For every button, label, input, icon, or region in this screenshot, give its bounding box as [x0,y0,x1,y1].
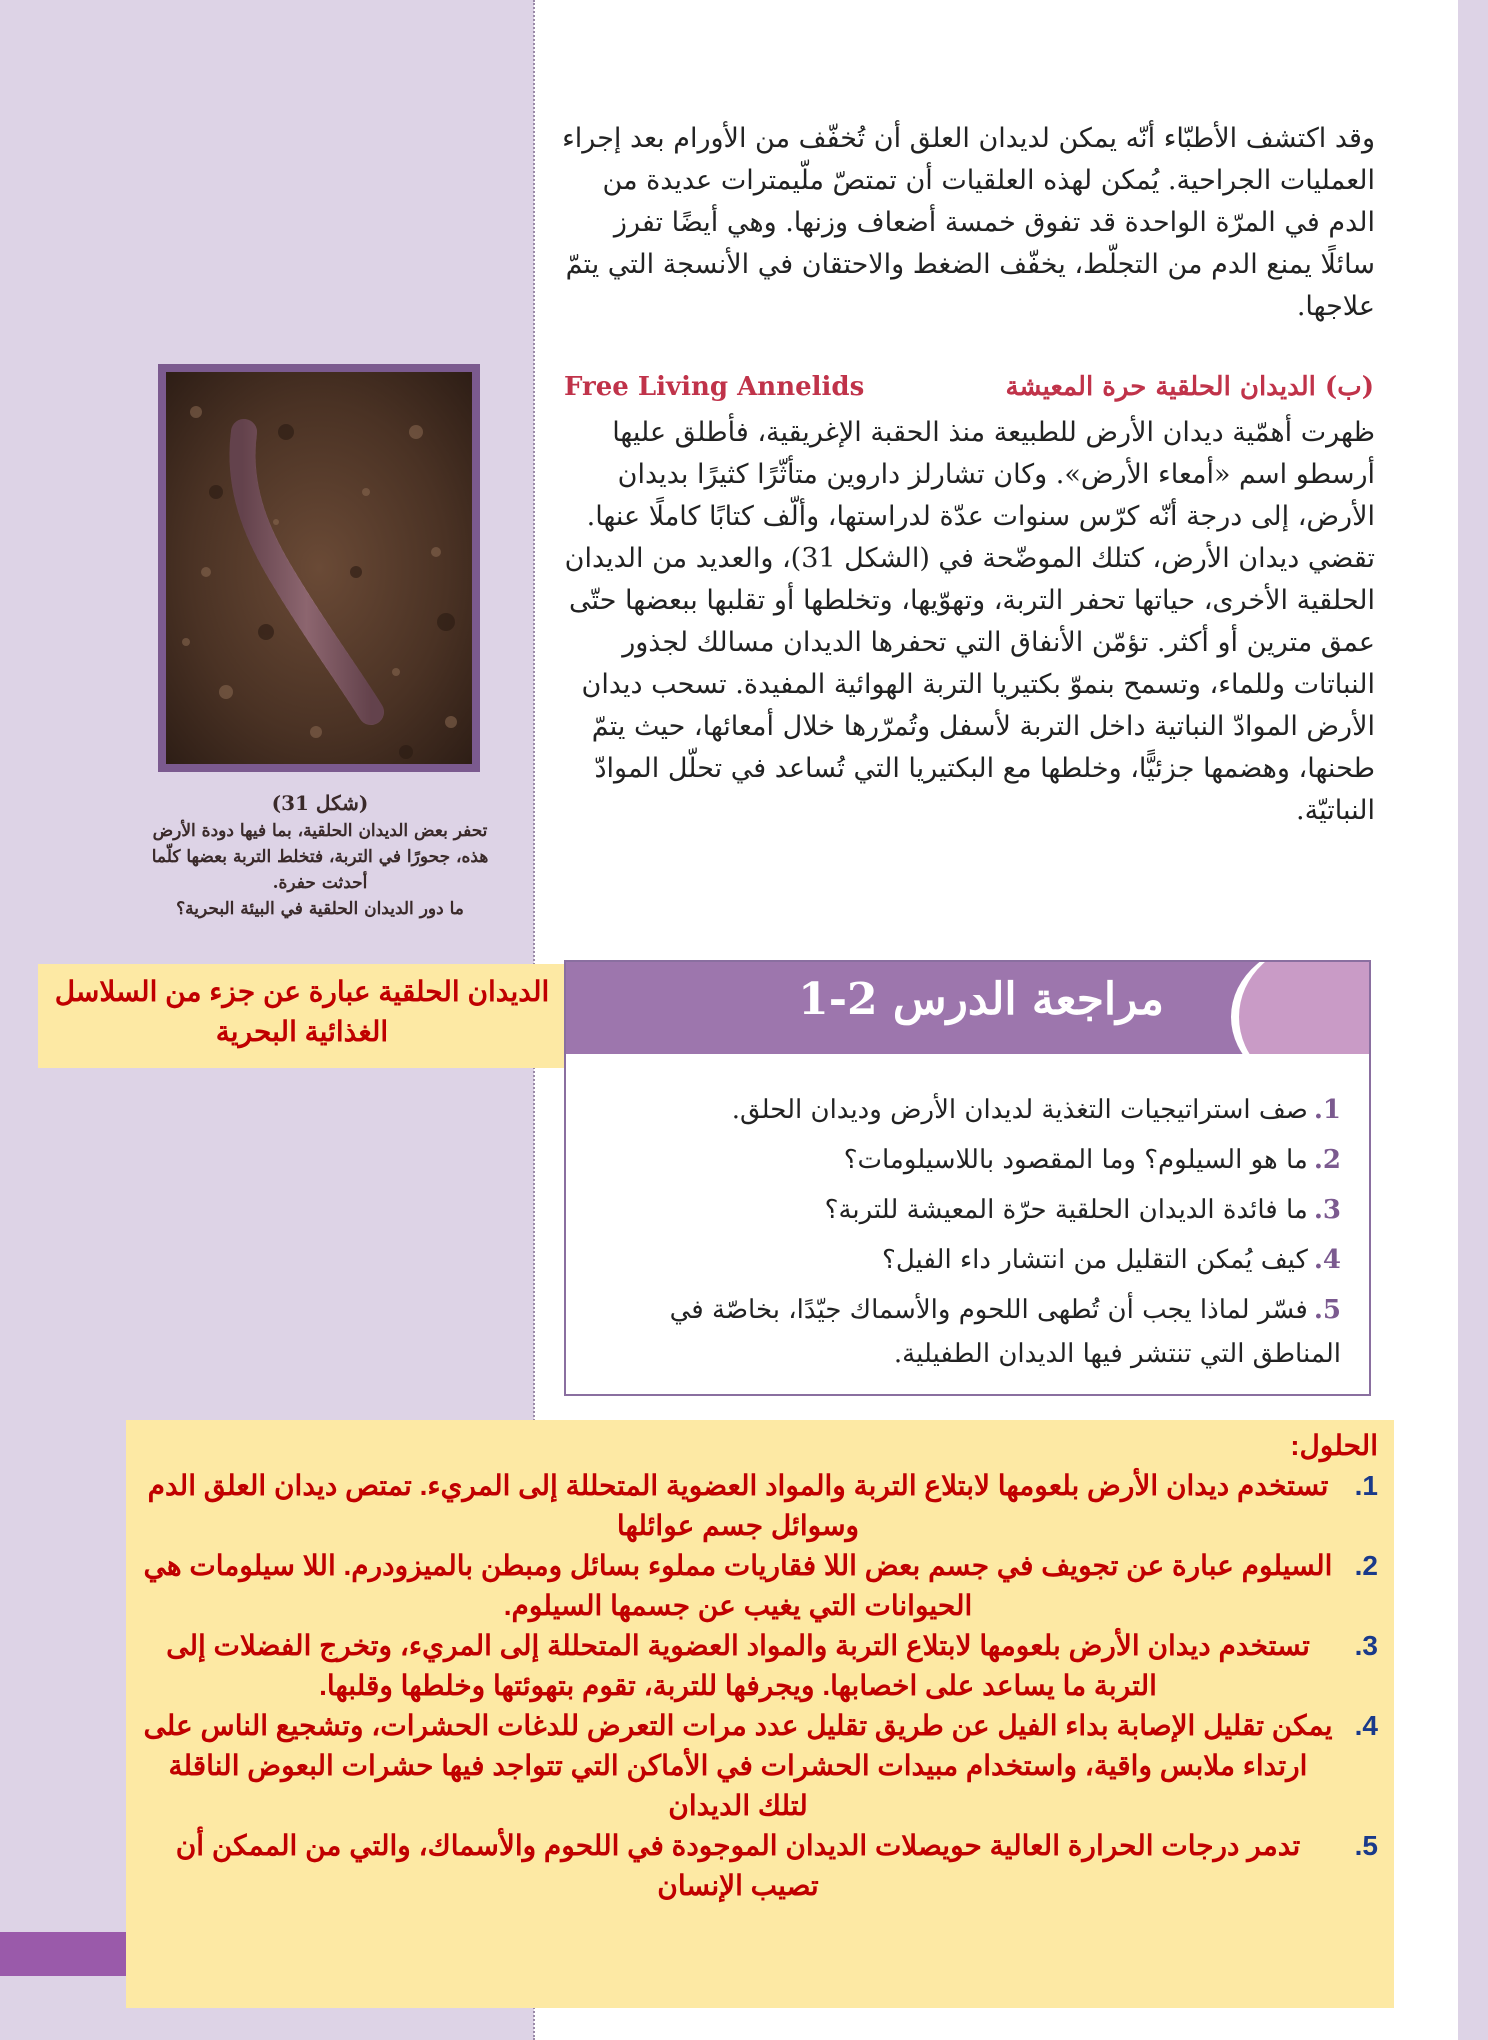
review-question: 5.فسّر لماذا يجب أن تُطهى اللحوم والأسماك جيّدًا، بخاصّة في المناطق التي تنتشر فيها الديدان الطفيلية. [669,1295,1341,1369]
leech-paragraph: وقد اكتشف الأطبّاء أنّه يمكن لديدان العلق أن تُخفّف من الأورام بعد إجراء العمليات الجراحية. يُمكن لهذه العلقيات أن تمتصّ ملّيمترات عديدة من الدم في المرّة الواحدة قد تفوق خمسة أضعاف وزنها. وهي أيضًا تفرز سائلًا يمنع الدم من التجلّط، يخفّف الضغط والاحتقان في الأنسجة التي يتمّ علاجها. [562,123,1375,322]
solutions-box [126,1420,1394,2008]
review-header-tab [1231,962,1369,1054]
lesson-review-box [564,960,1371,1396]
page-right-edge [1458,0,1488,2040]
review-title: مراجعة الدرس 2-1 [798,974,1164,1025]
solution-item: 2. السيلوم عبارة عن تجويف في جسم بعض اللا فقاريات مملوء بسائل ومبطن بالميزودرم. اللا سيلومات هي الحيوانات التي يغيب عن جسمها السيلوم. [143,1550,1378,1621]
earthworm-paragraph: ظهرت أهمّية ديدان الأرض للطبيعة منذ الحقبة الإغريقية، فأطلق عليها أرسطو اسم «أمعاء الأرض». وكان تشارلز داروين متأثّرًا كثيرًا بديدان الأرض، إلى درجة أنّه كرّس سنوات عدّة لدراستها، وألّف كتابًا كاملًا عنها. تقضي ديدان الأرض، كتلك الموضّحة في (الشكل 31)، والعديد من الديدان الحلقية الأخرى، حياتها تحفر التربة، وتهوّيها، وتخلطها أو تقلبها ببعضها حتّى عمق مترين أو أكثر. تؤمّن الأنفاق التي تحفرها الديدان مسالك لجذور النباتات وللماء، وتسمح بنموّ بكتيريا التربة الهوائية المفيدة. تسحب ديدان الأرض الموادّ النباتية داخل التربة لأسفل وتُمرّرها خلال أمعائها، حيث يتمّ طحنها، وهضمها جزئيًّا، وخلطها مع البكتيريا التي تُساعد في تحلّل الموادّ النباتيّة. [564,417,1375,826]
solutions-list [142,1466,1378,1906]
solution-item: 4. يمكن تقليل الإصابة بداء الفيل عن طريق تقليل عدد مرات التعرض للدغات الحشرات، وتشجيع الناس على ارتداء ملابس واقية، واستخدام مبيدات الحشرات في الأماكن التي تتواجد فيها حشرات البعوض الناقلة لتلك الديدان [143,1710,1378,1821]
figure-number: (شكل 31) [271,791,369,815]
review-question: 2.ما هو السيلوم؟ وما المقصود باللاسيلومات؟ [843,1145,1341,1175]
review-question: 1.صف استراتيجيات التغذية لديدان الأرض وديدان الحلق. [731,1095,1341,1125]
review-header [566,962,1369,1054]
solution-item: 3. تستخدم ديدان الأرض بلعومها لابتلاع التربة والمواد العضوية المتحللة إلى المريء، وتخرج الفضلات إلى التربة ما يساعد على اخصابها. ويجرفها للتربة، تقوم بتهوئتها وخلطها وقلبها. [166,1630,1378,1701]
review-question: 4.كيف يُمكن التقليل من انتشار داء الفيل؟ [882,1245,1341,1275]
earthworm-photo [158,364,480,772]
review-question: 3.ما فائدة الديدان الحلقية حرّة المعيشة للتربة؟ [824,1195,1341,1225]
solution-item: 5. تدمر درجات الحرارة العالية حويصلات الديدان الموجودة في اللحوم والأسماك، والتي من الممكن أن تصيب الإنسان [175,1830,1378,1901]
review-questions [621,1088,1341,1382]
earthworm-image [166,372,472,764]
solutions-heading: الحلول: [1290,1430,1378,1461]
figure-caption-text: تحفر بعض الديدان الحلقية، بما فيها دودة الأرض هذه، جحورًا في التربة، فتخلط التربة بعضها كلّما أحدثت حفرة. [151,821,489,893]
solution-item: 1. تستخدم ديدان الأرض بلعومها لابتلاع التربة والمواد العضوية المتحللة إلى المريء. تمتص ديدان العلق الدم وسوائل جسم عوائلها [147,1470,1378,1541]
section-subheading [562,370,1374,410]
answer-note-box: الديدان الحلقية عبارة عن جزء من السلاسل الغذائية البحرية [38,964,566,1068]
figure-question: ما دور الديدان الحلقية في البيئة البحرية؟ [176,899,464,919]
figure-caption [140,790,500,922]
subheading-english: Free Living Annelids [564,372,865,402]
subheading-arabic: (ب) الديدان الحلقية حرة المعيشة [1005,372,1374,402]
